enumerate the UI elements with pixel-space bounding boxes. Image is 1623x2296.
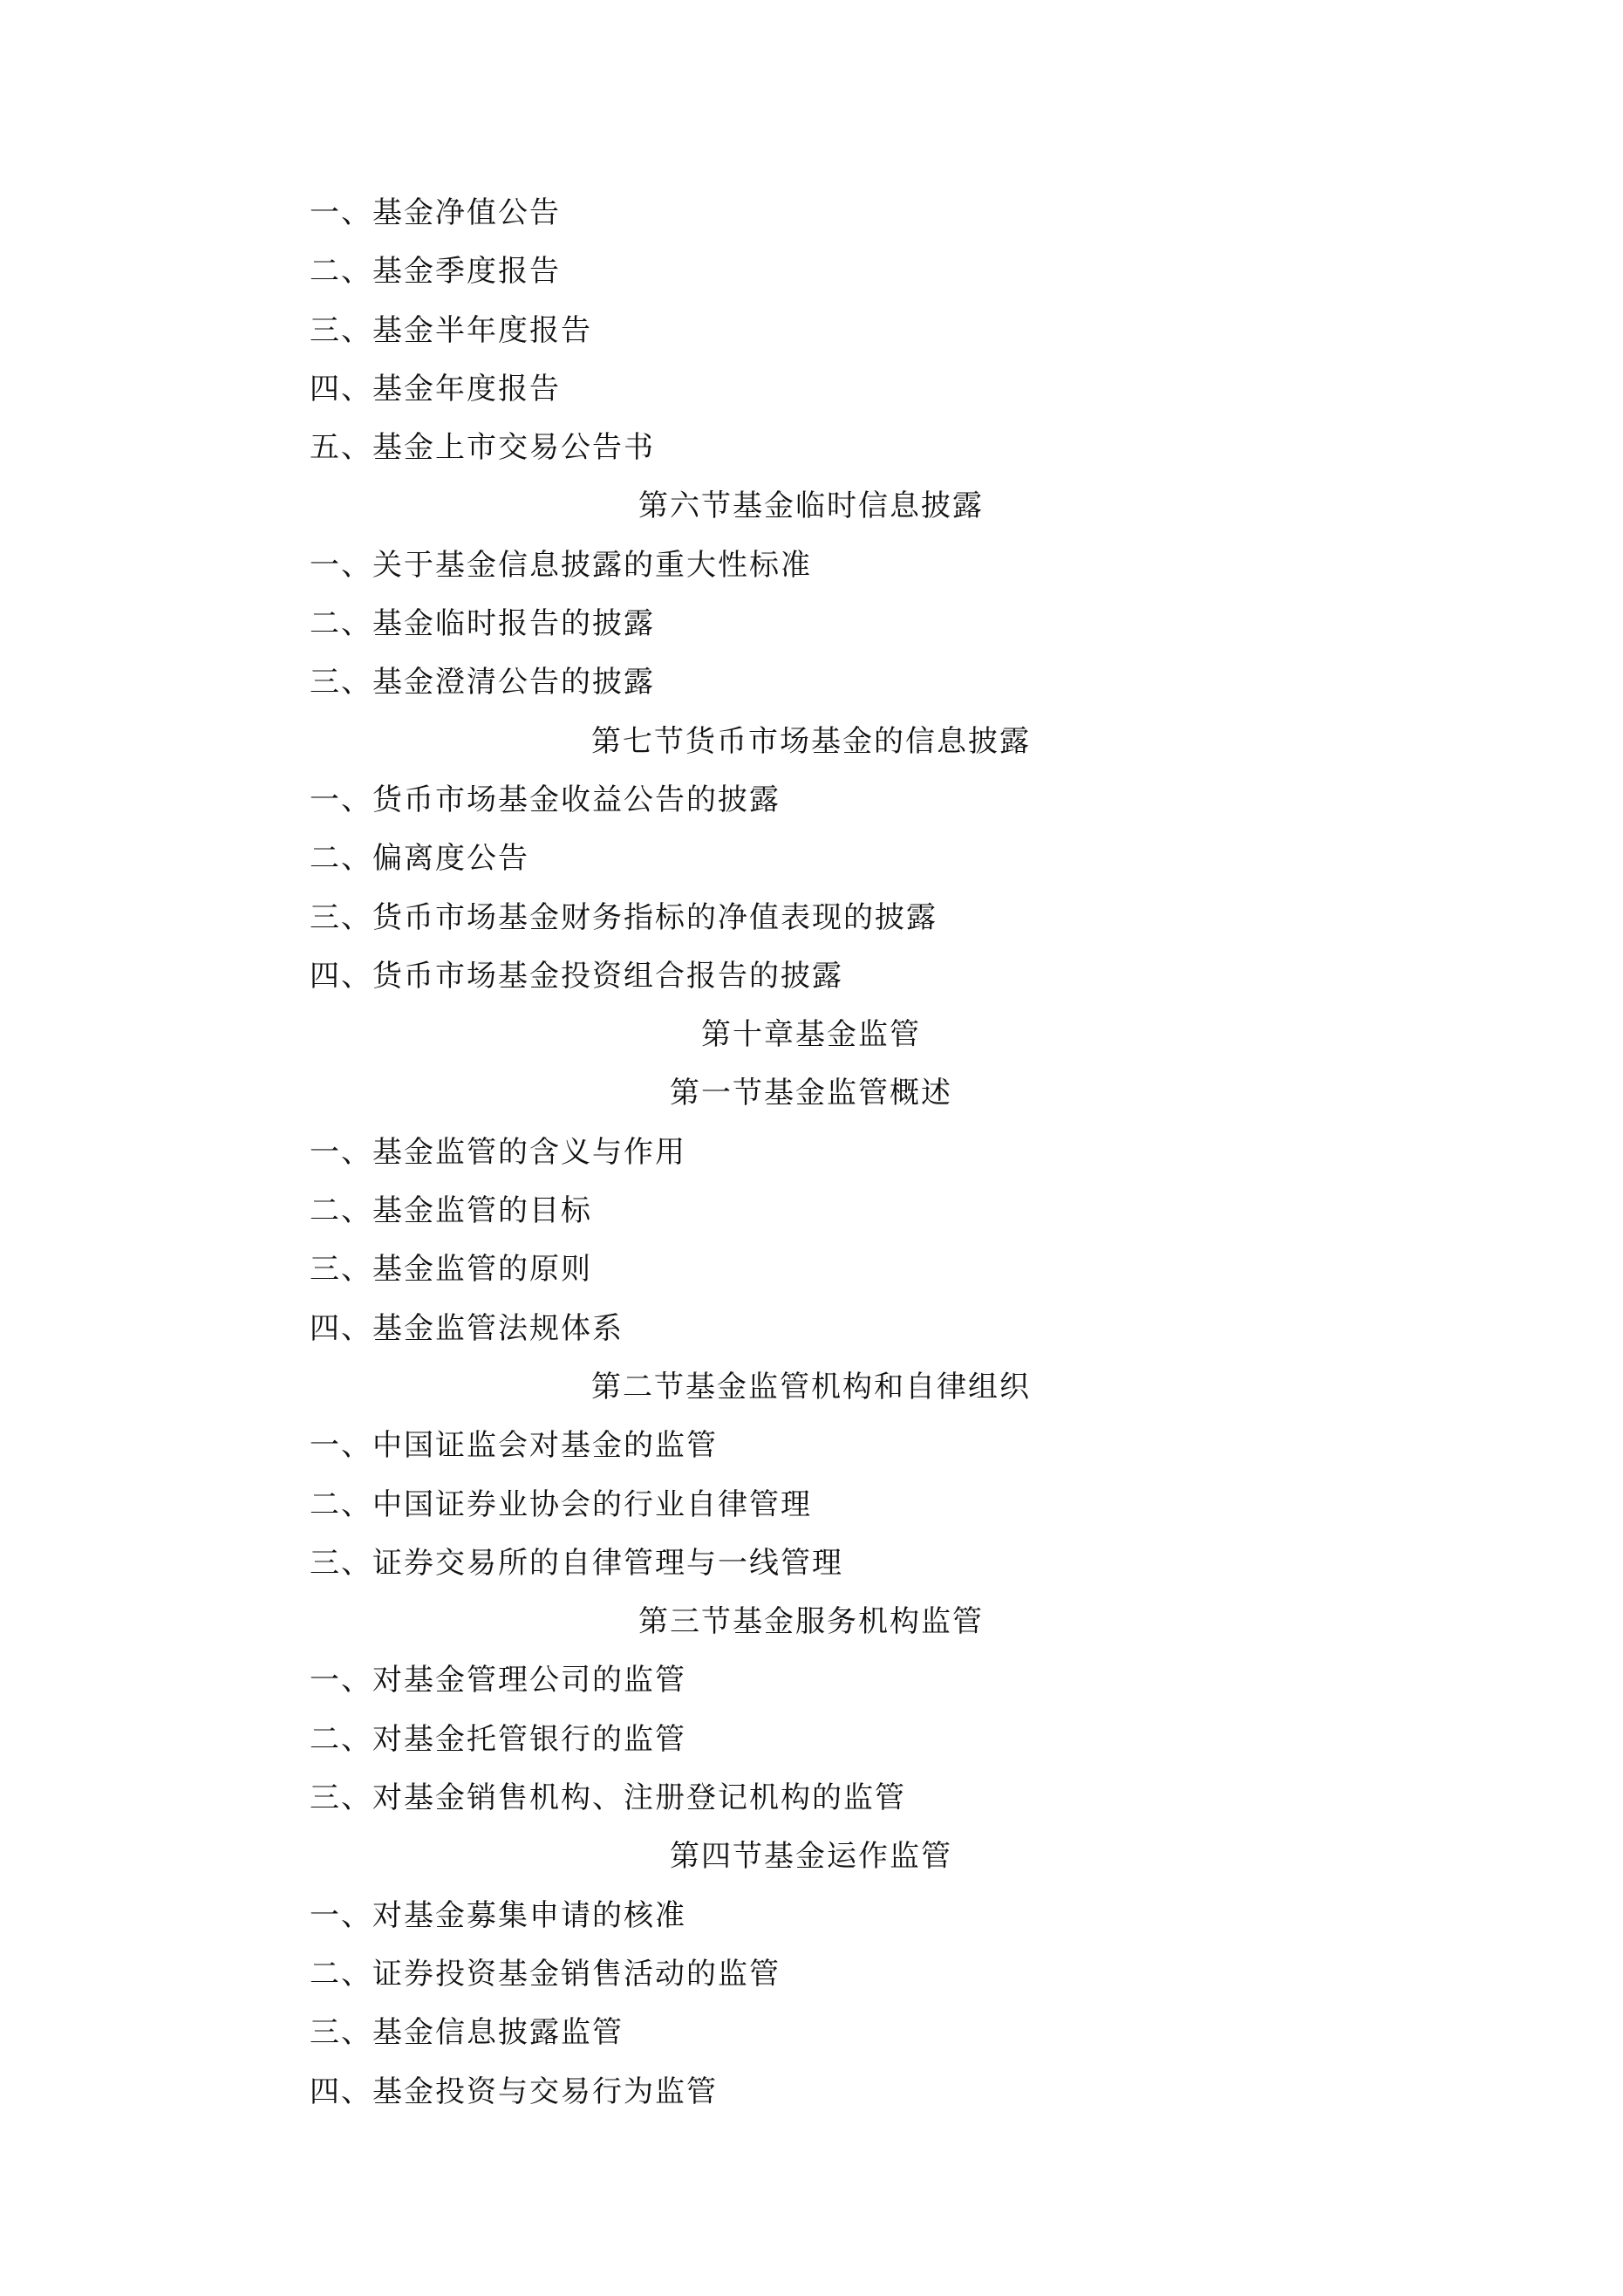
section-heading: 第二节基金监管机构和自律组织 [591, 1369, 1031, 1404]
outline-item: 三、基金澄清公告的披露 [310, 665, 655, 700]
outline-item: 三、基金信息披露监管 [310, 2015, 624, 2051]
outline-item: 二、对基金托管银行的监管 [310, 1721, 686, 1757]
outline-item: 三、基金半年度报告 [310, 312, 592, 348]
section-heading: 第一节基金监管概述 [670, 1076, 952, 1111]
outline-item: 二、基金监管的目标 [310, 1193, 592, 1229]
outline-item: 五、基金上市交易公告书 [310, 430, 655, 466]
outline-list [310, 184, 1313, 2122]
outline-item: 一、中国证监会对基金的监管 [310, 1428, 718, 1464]
section-heading: 第三节基金服务机构监管 [638, 1604, 984, 1640]
outline-item: 一、基金净值公告 [310, 195, 561, 230]
outline-item: 一、基金监管的含义与作用 [310, 1134, 686, 1170]
outline-item: 三、货币市场基金财务指标的净值表现的披露 [310, 899, 938, 935]
outline-item: 二、基金季度报告 [310, 254, 561, 290]
outline-item: 一、关于基金信息披露的重大性标准 [310, 547, 812, 583]
outline-item: 一、对基金管理公司的监管 [310, 1663, 686, 1698]
outline-item: 一、对基金募集申请的核准 [310, 1897, 686, 1933]
outline-item: 二、偏离度公告 [310, 841, 529, 877]
outline-item: 三、对基金销售机构、注册登记机构的监管 [310, 1780, 906, 1816]
outline-item: 三、基金监管的原则 [310, 1252, 592, 1288]
outline-item: 一、货币市场基金收益公告的披露 [310, 782, 781, 817]
outline-item: 四、基金投资与交易行为监管 [310, 2074, 718, 2109]
outline-item: 四、货币市场基金投资组合报告的披露 [310, 958, 843, 994]
outline-item: 二、基金临时报告的披露 [310, 606, 655, 642]
section-heading: 第四节基金运作监管 [670, 1839, 952, 1875]
outline-item: 二、中国证券业协会的行业自律管理 [310, 1486, 812, 1522]
outline-item: 四、基金监管法规体系 [310, 1310, 624, 1346]
outline-item: 三、证券交易所的自律管理与一线管理 [310, 1545, 843, 1581]
outline-item: 四、基金年度报告 [310, 371, 561, 407]
chapter-heading: 第十章基金监管 [701, 1017, 921, 1053]
section-heading: 第七节货币市场基金的信息披露 [591, 723, 1031, 759]
section-heading: 第六节基金临时信息披露 [638, 489, 984, 524]
outline-item: 二、证券投资基金销售活动的监管 [310, 1956, 781, 1992]
